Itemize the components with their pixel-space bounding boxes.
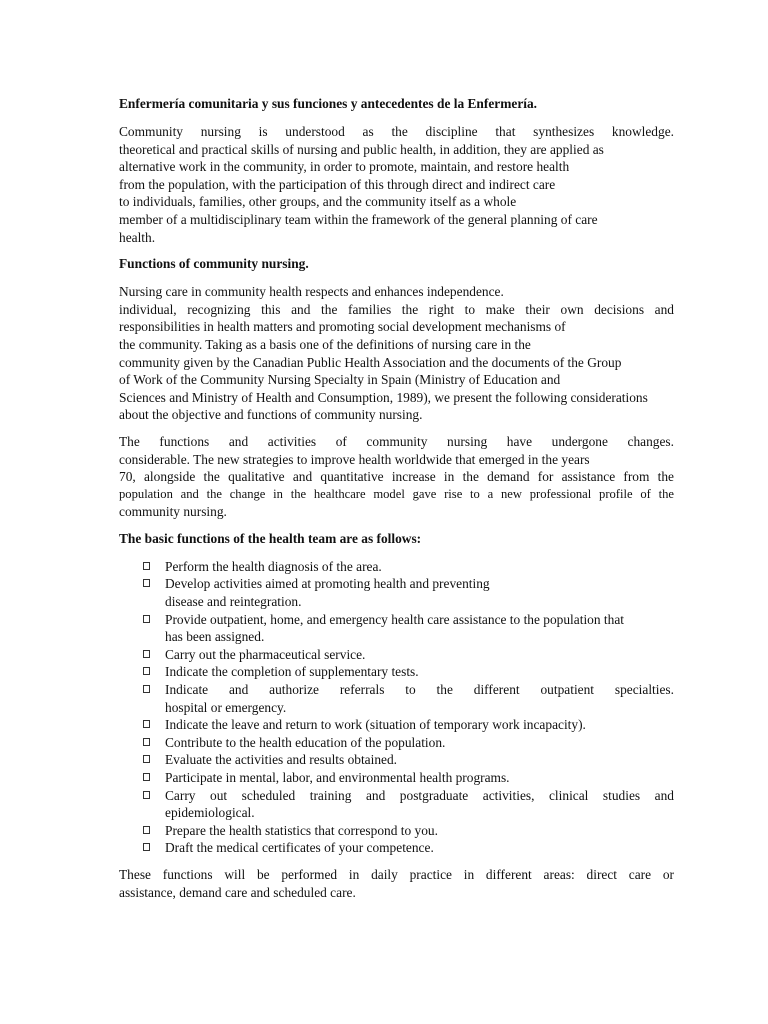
list-item <box>119 716 674 734</box>
paragraph-line: the community. Taking as a basis one of the definitions of nursing care in the <box>119 336 531 352</box>
intro-paragraph <box>119 123 674 246</box>
paragraph-line: The functions and activities of community nursing have undergone changes. <box>119 433 674 449</box>
checkbox-bullet-icon <box>143 650 150 658</box>
list-item-text: has been assigned. <box>165 629 265 645</box>
list-item-text: Indicate the leave and return to work (situation of temporary work incapacity). <box>165 717 586 733</box>
paragraph-line: considerable. The new strategies to improve health worldwide that emerged in the years <box>119 451 590 467</box>
paragraph-line: health. <box>119 229 156 245</box>
basic-functions-heading: The basic functions of the health team are as follows: <box>119 530 422 546</box>
list-item-text: Evaluate the activities and results obtained. <box>165 752 398 768</box>
list-item-text: Indicate the completion of supplementary tests. <box>165 664 419 680</box>
paragraph-line: alternative work in the community, in order to promote, maintain, and restore health <box>119 159 570 175</box>
list-item-text: Perform the health diagnosis of the area. <box>165 558 382 574</box>
checkbox-bullet-icon <box>143 615 150 623</box>
paragraph-line: population and the change in the healthcare model gave rise to a new professional profile of the <box>119 486 674 501</box>
paragraph-line: Nursing care in community health respects and enhances independence. <box>119 284 504 300</box>
document-title: Enfermería comunitaria y sus funciones y antecedentes de la Enfermería. <box>119 96 538 111</box>
paragraph-line: theoretical and practical skills of nursing and public health, in addition, they are applied as <box>119 141 604 157</box>
list-item <box>119 839 674 857</box>
list-item-text: disease and reintegration. <box>165 594 302 610</box>
paragraph-line: 70, alongside the qualitative and quantitative increase in the demand for assistance from the <box>119 469 674 485</box>
list-item <box>119 787 674 822</box>
checkbox-bullet-icon <box>143 685 150 693</box>
paragraph-line: of Work of the Community Nursing Specialty in Spain (Ministry of Education and <box>119 372 561 388</box>
paragraph-line: responsibilities in health matters and promoting social development mechanisms of <box>119 319 566 335</box>
paragraph-line: Sciences and Ministry of Health and Consumption, 1989), we present the following considerations <box>119 389 648 405</box>
checkbox-bullet-icon <box>143 773 150 781</box>
document-page <box>119 95 674 901</box>
changes-paragraph <box>119 433 674 521</box>
list-item-text: Prepare the health statistics that correspond to you. <box>165 822 438 838</box>
checkbox-bullet-icon <box>143 562 150 570</box>
functions-paragraph <box>119 283 674 424</box>
paragraph-line: about the objective and functions of community nursing. <box>119 407 423 423</box>
list-item <box>119 734 674 752</box>
list-item-text: Draft the medical certificates of your competence. <box>165 840 434 856</box>
checkbox-bullet-icon <box>143 755 150 763</box>
list-item-text: epidemiological. <box>165 805 255 821</box>
paragraph-line: These functions will be performed in daily practice in different areas: direct care or <box>119 866 674 882</box>
functions-heading: Functions of community nursing. <box>119 256 309 272</box>
list-item <box>119 663 674 681</box>
list-item <box>119 558 674 576</box>
closing-paragraph <box>119 866 674 901</box>
list-item <box>119 751 674 769</box>
list-item-text: hospital or emergency. <box>165 699 287 715</box>
paragraph-line: community nursing. <box>119 504 227 520</box>
checkbox-bullet-icon <box>143 579 150 587</box>
paragraph-line: individual, recognizing this and the families the right to make their own decisions and <box>119 301 674 317</box>
list-item <box>119 646 674 664</box>
list-item-text: Contribute to the health education of the population. <box>165 734 446 750</box>
list-item <box>119 575 674 610</box>
paragraph-line: Community nursing is understood as the discipline that synthesizes knowledge. <box>119 124 674 139</box>
checkbox-bullet-icon <box>143 843 150 851</box>
list-item-text: Carry out the pharmaceutical service. <box>165 646 366 662</box>
list-item-text: Indicate and authorize referrals to the different outpatient specialties. <box>165 682 674 698</box>
paragraph-line: community given by the Canadian Public Health Association and the documents of the Group <box>119 354 622 370</box>
list-item-text: Carry out scheduled training and postgraduate activities, clinical studies and <box>165 787 674 803</box>
checkbox-bullet-icon <box>143 826 150 834</box>
list-item <box>119 611 674 646</box>
list-item-text: Participate in mental, labor, and environmental health programs. <box>165 770 510 785</box>
checkbox-bullet-icon <box>143 667 150 675</box>
list-item-text: Develop activities aimed at promoting health and preventing <box>165 576 490 592</box>
paragraph-line: from the population, with the participation of this through direct and indirect care <box>119 176 556 192</box>
list-item <box>119 681 674 716</box>
paragraph-line: assistance, demand care and scheduled care. <box>119 884 356 900</box>
checkbox-bullet-icon <box>143 738 150 746</box>
basic-functions-list <box>119 558 674 857</box>
checkbox-bullet-icon <box>143 720 150 728</box>
list-item <box>119 822 674 840</box>
list-item <box>119 769 674 787</box>
list-item-text: Provide outpatient, home, and emergency health care assistance to the population that <box>165 611 624 627</box>
paragraph-line: to individuals, families, other groups, and the community itself as a whole <box>119 194 517 210</box>
paragraph-line: member of a multidisciplinary team within the framework of the general planning of care <box>119 211 598 227</box>
checkbox-bullet-icon <box>143 791 150 799</box>
